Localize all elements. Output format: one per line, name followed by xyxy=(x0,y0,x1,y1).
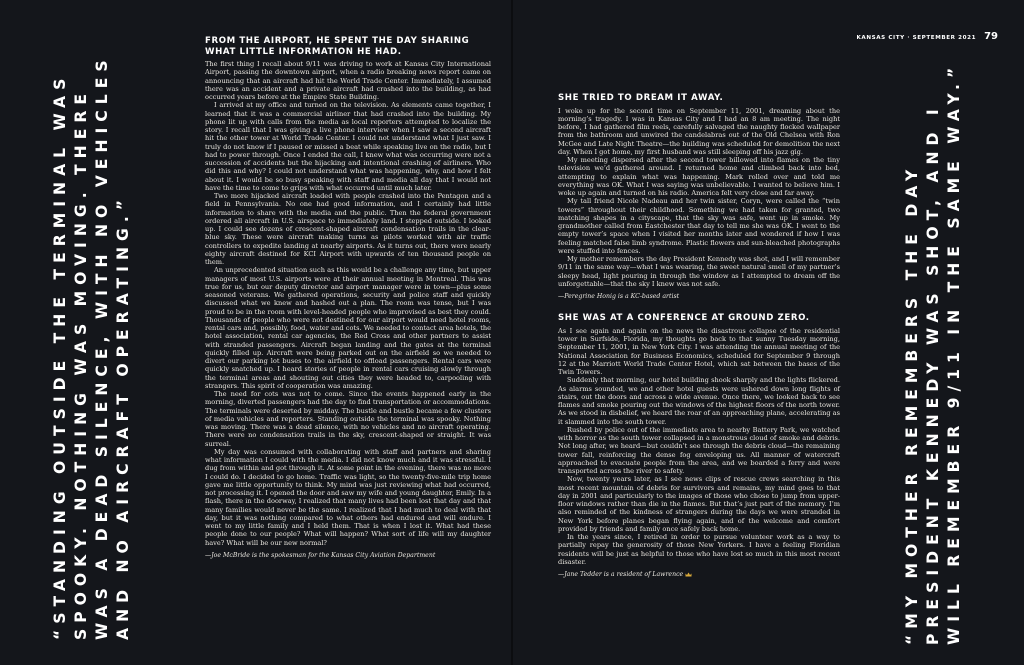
story-headline: SHE TRIED TO DREAM IT AWAY. xyxy=(558,93,724,103)
pull-quote-line: SPOOKY. NOTHING WAS MOVING. THERE xyxy=(72,87,90,640)
page-number: 79 xyxy=(984,31,998,42)
pull-quote-line: WAS A DEAD SILENCE, WITH NO VEHICLES xyxy=(93,54,111,640)
pull-quote-line: PRESIDENT KENNEDY WAS SHOT, AND I xyxy=(924,103,942,645)
story-paragraph: As I see again and again on the news the disastrous collapse of the residential tower in Surfside, Florida, my thoughts go back to that sunny Tuesday morning, September 11, 2001, in New York City. I was attending the annual meeting of the National Association for Business Economics, scheduled for September 9 through 12 at the Marriott World Trade Center Hotel, which sat between the bases of the Twin Towers. xyxy=(558,326,840,376)
author-credit-text: —Jane Tedder is a resident of Lawrence xyxy=(558,571,684,578)
story-paragraph: In the years since, I retired in order to pursue volunteer work as a way to partially repay the generosity of those New Yorkers. I have a feeling Floridian residents will be just as helpful to those who have lost so much in this most recent disaster. xyxy=(558,533,840,566)
story-paragraph: I woke up for the second time on September 11, 2001, dreaming about the morning’s tragedy. I was in Kansas City and I had an 8 am meeting. The night before, I had gathered film reels, carefully salvaged the naughty flocked wallpaper from the bathroom and unwired the candelabras out of the Old Chelsea with Ron McGee and Late Night Theatre—the building was scheduled for demolition the next day. When I got home, my first husband was still sleeping off his jazz gig. xyxy=(558,106,840,156)
pull-quote-line: AND NO AIRCRAFT OPERATING.” xyxy=(114,193,132,640)
author-credit: —Joe McBride is the spokesman for the Kansas City Aviation Department xyxy=(205,551,436,559)
folio xyxy=(856,31,998,42)
story-paragraph: My tall friend Nicole Nadeau and her twin sister, Coryn, were called the “twin towers” throughout their childhood. Something we had taken for granted, two matching shapes in a cityscape, that the sky was safe, went up in smoke. My grandmother called from Eastchester that day to tell me she was OK. I went to the empty tower’s space when I visited her months later and wondered if how I was feeling matched false limb syndrome. Plastic flowers and sun-bleached photographs were stuffed into fences. xyxy=(558,197,840,255)
story-paragraph: My day was consumed with collaborating with staff and partners and sharing what information I could with the media. I did not know much and it was stressful. I dug from within and got through it. At some point in the evening, there was no more I could do. I decided to go home. Traffic was light, so the twenty-five-mile trip home gave me little opportunity to think. My mind was just reviewing what had occurred, not processing it. I opened the door and saw my wife and young daughter, Emily. In a flash, there in the doorway, I realized that many lives had been lost that day and that many families would never be the same. I realized that I had much to deal with that day, but it was nothing compared to what others had endured and will endure. I went to my little family and I held them. That is when I lost it. What had these people done to our people? What will happen? What sort of life will my daughter have? What will be our new normal? xyxy=(205,447,491,547)
author-credit xyxy=(558,571,840,579)
story-paragraph: The first thing I recall about 9/11 was driving to work at Kansas City International Airport, passing the downtown airport, when a radio breaking news report came on announcing that an aircraft had hit the World Trade Center. Immediately, I assumed there was an accident and a private aircraft had crashed into the building, as had occurred years before at the Empire State Building. xyxy=(205,60,491,101)
pull-quote-line: WILL REMEMBER 9/11 IN THE SAME WAY.” xyxy=(945,61,963,645)
story-paragraph: Suddenly that morning, our hotel building shook sharply and the lights flickered. As alarms sounded, we and other hotel guests were ushered down long flights of stairs, out the doors and across a wide avenue. Once there, we looked back to see flames and smoke pouring out the windows of the highest floors of the north tower. As we stood in disbelief, we heard the roar of an approaching plane, accelerating as it slammed into the south tower. xyxy=(558,376,840,426)
story-headline: FROM THE AIRPORT, HE SPENT THE DAY SHARING WHAT LITTLE INFORMATION HE HAD. xyxy=(205,36,470,57)
pull-quote-line: “MY MOTHER REMEMBERS THE DAY xyxy=(903,163,921,645)
right-page xyxy=(512,0,1024,665)
author-credit: —Peregrine Honig is a KC-based artist xyxy=(558,293,680,300)
crown-icon xyxy=(685,572,692,577)
story-paragraph: The need for cots was not to come. Since the events happened early in the morning, diverted passengers had the day to find transportation or accommodations. The terminals were deserted by midday. The bustle and bustle became a few clusters of media vehicles and reporters. Standing outside the terminal was spooky. Nothing was moving. There was a dead silence, with no vehicles and no aircraft operating. There were no condensation trails in the sky, crescent-shaped or straight. It was surreal. xyxy=(205,390,491,448)
story-headline: SHE WAS AT A CONFERENCE AT GROUND ZERO. xyxy=(558,313,810,324)
story-airport xyxy=(205,36,491,560)
story-paragraph: Two more hijacked aircraft loaded with people crashed into the Pentagon and a field in Pennsylvania. No one had good information, and I certainly had little information to share with the media and the public. Then the federal government ordered all aircraft in U.S. airspace to immediately land. I stepped outside. I looked up. I could see dozens of crescent-shaped aircraft condensation trails in the clear-blue sky. These were aircraft making turns as pilots worked with air traffic controllers to expedite landing at nearby airports. As it turns out, there were nearly eighty aircraft destined for KCI Airport with upwards of ten thousand people on them. xyxy=(205,192,491,266)
story-paragraph: Rushed by police out of the immediate area to nearby Battery Park, we watched with horror as the south tower collapsed in a monstrous cloud of smoke and debris. Not long after, we heard—but couldn’t see through the debris cloud—the remaining tower fall, reinforcing the dense fog enveloping us. All manner of watercraft approached to evacuate people from the area, and we boarded a ferry and were transported across the river to safety. xyxy=(558,425,840,475)
story-paragraph: My mother remembers the day President Kennedy was shot, and I will remember 9/11 in the same way—what I was wearing, the sweet natural smell of my partner’s sleepy head, light pouring in through the window as I attempted to dream off the unforgettable—that the sky I knew was not safe. xyxy=(558,255,840,288)
pull-quote-left xyxy=(50,54,134,640)
pull-quote-right xyxy=(902,61,965,645)
story-paragraph: Now, twenty years later, as I see news clips of rescue crews searching in this most recent mountain of debris for survivors and remains, my mind goes to that day in 2001 and particularly to the images of those who chose to jump from upper-floor windows rather than die in the flames. But that’s just part of the memory. I’m also reminded of the kindness of strangers during the days we were stranded in New York before planes began flying again, and of the welcome and comfort provided by friends and family once safely back home. xyxy=(558,475,840,533)
pull-quote-line: “STANDING OUTSIDE THE TERMINAL WAS xyxy=(51,72,69,640)
story-paragraph: I arrived at my office and turned on the television. As elements came together, I learned that it was a commercial airliner that had crashed into the building. My phone lit up with calls from the media as local reporters attempted to localize the story. I recall that I was giving a live phone interview when I saw a second aircraft hit the other tower at World Trade Center. I could not understand what I just saw. I truly do not know if I paused or missed a beat while speaking live on the radio, but I had to power through. Once I ended the call, I knew what was occurring were not a succession of accidents but the hijacking and intentional crashing of airliners. Who did this and why? I could not understand what was happening, why, and how I felt about it. I would be so busy speaking with staff and media all day that I would not have the time to come to grips with what occurred until much later. xyxy=(205,101,491,192)
story-paragraph: My meeting dispersed after the second tower billowed into flames on the tiny television we’d gathered around. I returned home and climbed back into bed, attempting to explain what was happening. Mark rolled over and told me everything was OK. What I was saying was unbelievable. I wanted to believe him. I woke up again and turned on his radio. America felt very close and far away. xyxy=(558,156,840,197)
story-paragraph: An unprecedented situation such as this would be a challenge any time, but upper managers of most U.S. airports were at their annual meeting in Montreal. This was true for us, but our deputy director and airport manager were in town—plus some seasoned veterans. We gathered operations, security and police staff and quickly discussed what we knew and hashed out a plan. The room was tense, but I was proud to be in the room with level-headed people who improvised as best they could. Thousands of people who were not destined for our airport would need hotel rooms, rental cars and, possibly, food, water and cots. We needed to contact area hotels, the hotel association, rental car agencies, the Red Cross and other partners to assist with stranded passengers. Aircraft began landing and the gates at the terminal quickly filled up. Aircraft were being parked out on the airfield so we needed to divert our parking lot buses to the airfield to offload passengers. Rental cars were quickly snatched up. I heard stories of people in rental cars cruising slowly through the terminal areas and shouting out cities they were headed to, carpooling with strangers. This spirit of cooperation was amazing. xyxy=(205,266,491,390)
magazine-name: KANSAS CITY · SEPTEMBER 2021 xyxy=(856,35,977,41)
story-dream xyxy=(558,93,840,579)
